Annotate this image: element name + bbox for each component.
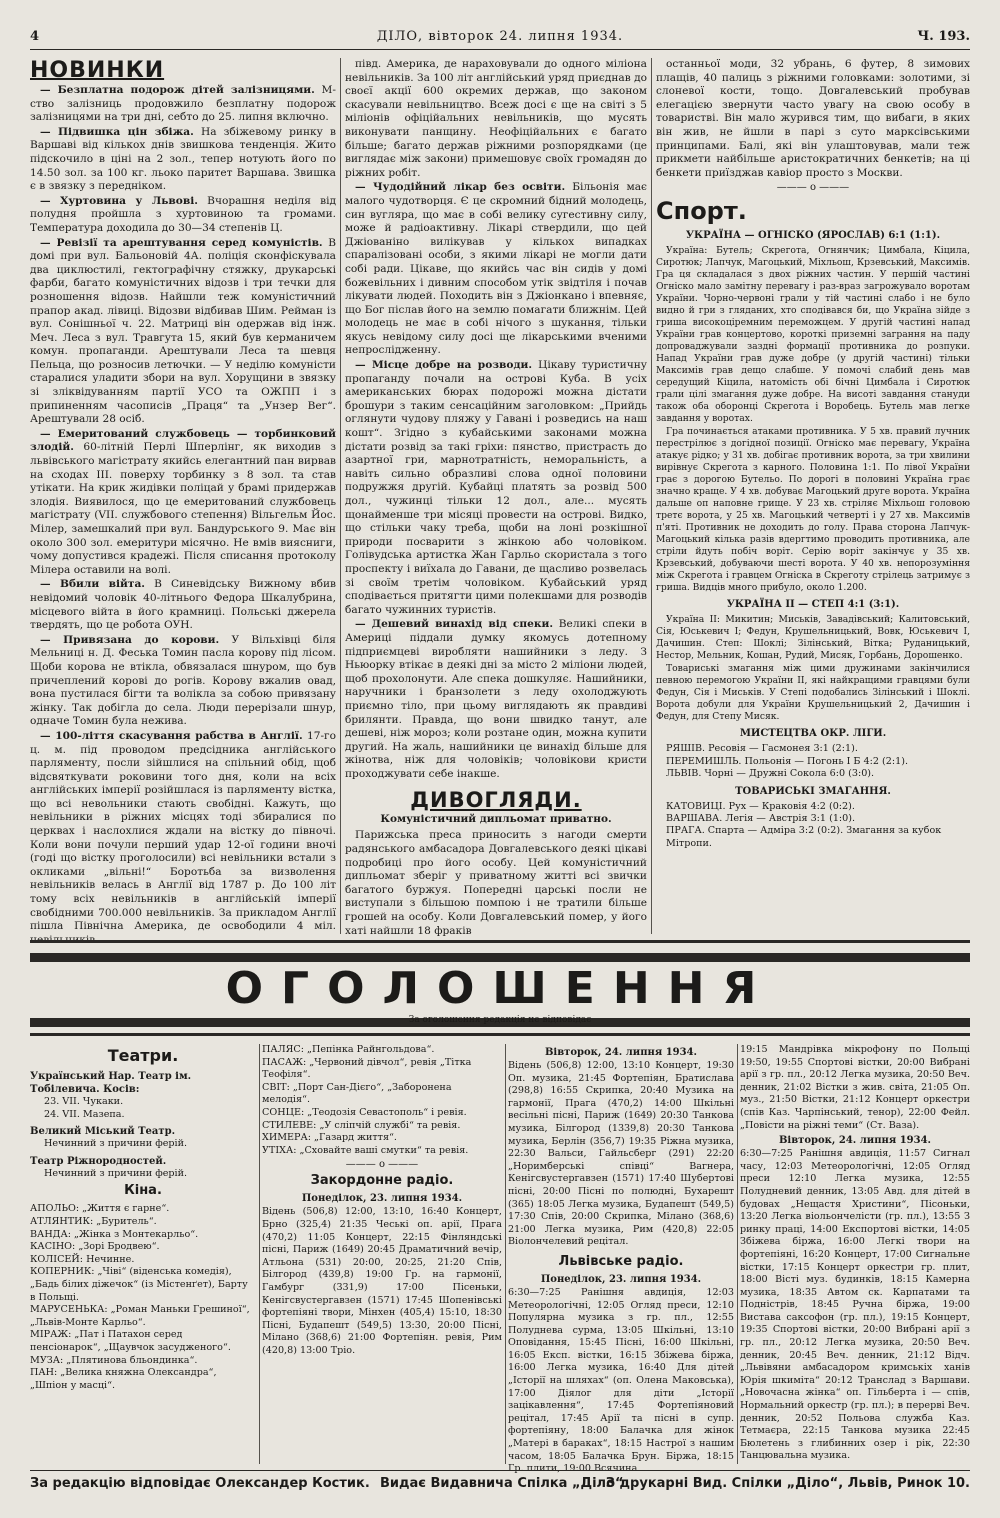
news-item — [345, 181, 647, 358]
cinema-listing: СВІТ: „Порт Сан-Дієго“, „Заборонена мелодія“. — [262, 1081, 452, 1106]
column-divider — [651, 58, 652, 934]
news-headline: — Хуртовина у Львові. — [40, 194, 198, 207]
friendly-result: КАТОВИЦІ. Рух — Краковія 4:2 (0:2). — [666, 800, 855, 812]
friendly-result: ПРАГА. Спарта — Адміра 3:2 (0:2). Змагання за кубок Мітропи. — [666, 825, 942, 849]
news-headline: — 100-ліття скасування рабства в Англії. — [40, 729, 303, 742]
divider: ——— o ——— — [776, 182, 850, 194]
radio-program: Відень (506,8) 12:00, 13:10 Концерт, 19:30 Оп. музика, 21:45 Фортепіян, Братислава (298,8) 16:55 Скрипка, 20:40 Музика на гармонії, Прага (470,2) 14:00 Шкільні весільні пісні, Париж (1649) 20:30 Танкова музика, Білгород (1339,8) 20:30 Танкова музика, Берлін (356,7) 19:35 Ріжна музика, 22:30 Вальси, Гайльсберг (291) 22:20 „Норимберські співці“ Вагнера, Кенігсвустергавзен (1571) 17:40 Шубертові пісні, 20:00 Пісні по полюдні, Бухарешт (365) 18:05 Легка музика, Будапешт (549,5) 17:30 Спів, 20:00 Скрипка, Мілано (368,6) 21:00 Легка музика, Рим (420,8) 22:05 Віолончелевий рецітал. — [508, 1060, 734, 1248]
cinemas-radio-column — [262, 1044, 502, 1464]
league-result: ЛЬВІВ. Чорні — Дружні Сокола 6:0 (3:0). — [666, 768, 875, 780]
match1-lineup: Україна: Бутель; Скрегота, Огнянчик; Цимбала, Кіцила, Сиротюк; Лапчук, Магоцький, Міхльош, Крзевський, Максимів. Гра ця складалася з двох ріжних частин. У першій частині Огніско мало замітну перевагу і раз-враз загрожувало воротам України. Чорно-червоні грали у тій частині слабо і не було видно й гри з гляданих, хто сподівався би, що Україна зійде з гриша високоціремним переможцем. У другій частині напад України грав концертово, короткі приземні заграння на паду допроваджували заздні формації противника до розпуки. Напад України грав дуже добре (у другій частині) тільки Максимів грав дещо слабше. У помочі слабий день мав середущий Кіцила, натомість обі бічні Цимбала і Сиротюк грали цілі змагання дуже добре. На висоті завдання стануди також оба оборонці Скрегота і Воробець. Бутель мав легке завдання у воротах. — [656, 245, 970, 425]
theatre-schedule: Нечинний з причини ферій. — [44, 1167, 188, 1179]
news-body: півд. Америка, де нараховували до одного міліона невільників. За 100 літ англійський уряд приєднав до своєї акції 600 окремих держав, що законом скасували невільництво. Всеж досі є ще на світі з 5 міліонів офіційальних невільників, що мусять виконувати панщину. Неофіційальних є багато більше; багато держав ріжними розпорядками (це виглядає між закони) примешовує своїх громадян до ріжних робіт. — [345, 58, 647, 179]
cinema-listing: АТЛЯНТИК: „Буритель“. — [30, 1215, 157, 1227]
cinema-listing: КОЛІСЕЙ: Нечинне. — [30, 1253, 135, 1265]
news-body: В Синевідську Вижному вбив невідомий чоловік 40-літнього Федора Шкалубрина, місцевого війта в його крамниці. Польські джерела твердять, що це робота ОУН. — [30, 578, 336, 632]
sport-column — [656, 58, 970, 934]
news-item — [30, 195, 336, 236]
divider: ——— o ——— — [345, 1159, 419, 1171]
news-headline: — Дешевий винахід від спеки. — [355, 618, 554, 631]
cinema-listing: АПОЛЬО: „Життя є гарне“. — [30, 1203, 170, 1215]
cinemas-title: Кіна. — [124, 1183, 162, 1199]
news-item — [345, 618, 647, 781]
ads-banner — [30, 940, 970, 1036]
editor-credit: За редакцію відповідає Олександер Костик. — [30, 1476, 370, 1491]
lviv-radio-program: 6:30—7:25 Ранішня авдиція, 12:03 Метеорологічні, 12:05 Огляд преси, 12:10 Популярна музика з гр. пл., 12:55 Полуднева сурма, 13:05 Шкільні, 13:10 Оповідання, 15:45 Пісні, 16:00 Шкільні, 16:05 Експ. вістки, 16:15 Збіжева біржа, 16:00 Легка музика, 16:40 Для дітей „Історії на шляхах“ (оп. Олена Маковська), 17:00 Діялог для діти „Історії зацікавлення“, 17:45 Фортепіяновий рецітал, 17:45 Арії та пісні в супр. фортепіяну, 18:00 Балачка для жінок „Матері в бараках“, 18:15 Настрої з нашим часом, 18:05 Балачка Брун. Біржа, 18:15 Гр. плити, 19:00 Всячина — [508, 1286, 734, 1475]
news-item — [30, 126, 336, 194]
publisher-credit: Видає Видавнича Спілка „Діло“ — [380, 1476, 624, 1491]
news-body: 17-го ц. м. під проводом предсідника англійського парляменту, посли зійшлися на спільний обід, щоб відсвяткувати роковини того дня, коли на всіх англійських імперії розійшлася із парляменту вістка, що всі невольники стають свобідні. Кажуть, що невільники в ріжних місцях тоді збиралися по церквах і наслохлися ждали на вістку до півночі. Коли вони почули перший удар 12-ої години вночі (годі що вістку проголосили) всі невільники встали з окликами „вільні!“ Боротьба за визволення невільників велась в Англії від 1787 р. До 100 літ тому всіх невільників в англійській імперії свобідними 700.000 невільників. За прикладом Англії пішла Північна Америка, де освободили 4 міл. невільників — [30, 729, 336, 946]
friendly-title: ТОВАРИСЬКІ ЗМАГАННЯ. — [735, 785, 891, 797]
league-results — [656, 743, 970, 780]
news-item — [30, 237, 336, 427]
news-headline: — Чудодійний лікар без освіти. — [355, 181, 566, 194]
league-result: ПЕРЕМИШЛЬ. Польонія — Погонь I Б 4:2 (2:1). — [666, 755, 908, 767]
news-item — [30, 634, 336, 729]
ads-disclaimer: За оголошення редакція не відповідає — [408, 1015, 592, 1025]
news-headline: — Вбили війта. — [40, 578, 145, 591]
news-headline: — Привязана до корови. — [40, 633, 220, 646]
column-divider — [340, 58, 341, 934]
masthead — [30, 28, 970, 50]
theatre-schedule: 24. VII. Мазепа. — [44, 1108, 125, 1120]
cinema-listing: МАРУСЕНЬКА: „Роман Маньки Грешиної“, „Львів-Монте Карльо“. — [30, 1304, 250, 1328]
news-item — [30, 730, 336, 948]
news-body: М-ство залізниць продовжило безплатну подорож залізницями на три дні, себто до 25. липня включно. — [30, 84, 336, 124]
friendly-results — [656, 801, 970, 851]
cinema-listing: ПАЛЯС: „Пепінка Райнгольдова“. — [262, 1044, 435, 1055]
cinema-listing: СОНЦЕ: „Теодозія Севастополь“ і ревія. — [262, 1106, 467, 1118]
column-divider — [737, 1044, 738, 1464]
cinema-listing: УТІХА: „Сховайте ваші смутки“ та ревія. — [262, 1144, 469, 1156]
friendly-result: ВАРШАВА. Легія — Австрія 3:1 (1:0). — [666, 812, 856, 824]
radio-date: Вівторок, 24. липня 1934. — [544, 1047, 698, 1058]
theatre-list — [30, 1070, 256, 1180]
radio-column — [508, 1044, 734, 1475]
cinema-list-continued — [262, 1044, 502, 1157]
sport-section-title: Спорт. — [656, 197, 747, 226]
theatre-name: Великий Міський Театр. — [30, 1126, 176, 1138]
league-result: РЯШІВ. Ресовія — Гасмонея 3:1 (2:1). — [666, 743, 858, 755]
curiosities-subtitle: Комуністичний дипльомат приватно. — [380, 813, 612, 826]
middle-column — [345, 58, 648, 937]
lviv-radio-date: Вівторок, 24. липня 1934. — [778, 1135, 932, 1147]
cinema-listing: ВАНДА: „Жінка з Монтекарльо“. — [30, 1228, 199, 1240]
news-item — [345, 58, 647, 180]
lviv-radio-column — [740, 1044, 970, 1464]
lviv-radio-date: Понеділок, 23. липня 1934. — [540, 1273, 702, 1285]
radio-program: Відень (506,8) 12:00, 13:10, 16:40 Концерт, Брно (325,4) 21:35 Чеські оп. арії, Прага (470,2) 11:05 Концерт, 22:15 Фінляндські пісні, Париж (1649) 20:45 Драматичний вечір, Атльона (531) 20:00, 20:25, 21:20 Спів, Білгород (439,8) 19:00 Гр. на гармонії, Гамбург (331,9) 17:00 Пісеньки, Кенігсвустергавзен (1571) 17:45 Шопенівські фортепіяні твори, Мінхен (405,4) 15:10, 18:30 Пісні, Будапешт (549,5) 13:30, 20:00 Пісні, Мілано (368,6) 21:00 Фортепіян. ревія, Рим (420,8) 13:00 Тріо. — [262, 1206, 502, 1356]
news-headline: — Ревізії та арештування серед комуністів. — [40, 236, 323, 249]
column-divider — [259, 1044, 260, 1464]
theatres-column — [30, 1044, 256, 1464]
page-number: 4 — [30, 29, 40, 44]
news-body: Вчорашня неділя від полудня пройшла з хуртовиною та громами. Температура доходила до 30—34 степенів Ц. — [30, 194, 337, 234]
lviv-radio-program: 6:30—7:25 Ранішня авдиція, 11:57 Сигнал часу, 12:03 Метеорологічні, 12:05 Огляд преси 12:10 Легка музика, 12:55 Полудневий денник, 13:05 Авд. для дітей в будовах „Нещастя Христини“, Пісоньки, 13:20 Легка віольончелісти (гр. пл.), 13:55 З ринку праці, 14:00 Експортові вістки, 14:05 Збіжева біржа, 16:00 Легкі твори на фортепіяні, 16:20 Концерт, 17:00 Сигнальне вістки, 17:15 Концерт оркестри гр. плит, 18:00 Вісті муз. будинків, 18:15 Камерна музика, 18:35 Автом ск. Карпатами та Подністрів, 18:45 Ручна біржа, 19:00 Вистава саксофон (гр. пл.), 19:15 Концерт, 19:35 Спортові вістки, 20:00 Вибрані арії з гр. пл., 20:12 Легка музика, 20:50 Веч. денник, 20:45 Веч. денник, 21:12 Відч. „Львівяни амбасадором кримськіх ханів Юрія шкиміта“ 20:12 Транслад з Варшави. „Новочасна жінка“ оп. Гільберта і — спів, Нормальний оркестр (гр. пл.); в перерві Веч. денник, 20:52 Польова служба Каз. Тетмаєра, 22:15 Танкова музика 22:45 Бюлетень з глибинних озер і рік, 22:30 Танцювальна музика. — [740, 1148, 970, 1462]
cinema-listing: ПАСАЖ: „Червоний дівчол“, ревія „Тітка Теофіля“. — [262, 1056, 472, 1081]
news-item — [30, 578, 336, 632]
theatre-schedule: 23. VII. Чукаки. — [44, 1096, 124, 1107]
cinema-list — [30, 1203, 256, 1392]
curiosities-title: ДИВОГЛЯДИ. — [410, 788, 582, 813]
cinema-listing: МІРАЖ: „Пат і Патахон серед пенсіонарок“, „Щаувчок засудженого“. — [30, 1329, 231, 1353]
lviv-radio-program: 19:15 Мандрівка мікрофону по Польщі 19:50, 19:55 Спортові вістки, 20:00 Вибрані арії з гр. пл., 20:12 Легка музика, 20:50 Веч. денник, 21:02 Вістки з жив. світа, 21:05 Оп. муз., 21:50 Вістки, 21:12 Концерт оркестри (спів Каз. Чарпінський, тенор), 22:00 Фейл. „Повісти на ріжні теми“ (Ст. Ваза). — [740, 1044, 970, 1131]
cinema-listing: ХИМЕРА: „Газард життя“. — [262, 1132, 397, 1144]
banner-bar — [30, 953, 970, 962]
cinema-listing: КОПЕРНИК: „Чіві“ (віденська комедія), „Бадь білих діжечок“ (із Містенґет), Барту в Польщі. — [30, 1266, 248, 1303]
curiosities-body: Парижська преса приносить з нагоди смерти радянського амбасадора Довгалевського деякі цікаві подробиці про його особу. Цей комуністичний дипльомат зберіг у приватному житті всі звички багатого буржуя. Попередні царські посли не виступали з більшою помпою і не тратили більше грошей на особу. Коли Довгалевський помер, у його хаті найшли 18 фраків — [345, 829, 647, 937]
league-title: МИСТЕЦТВА ОКР. ЛІГИ. — [739, 728, 887, 740]
cinema-listing: МУЗА: „Плятинова бльондинка“. — [30, 1354, 198, 1366]
theatres-title: Театри. — [107, 1046, 179, 1065]
match2-body: Україна II: Микитин; Миськів, Завадівський; Калитовський, Сія, Юськевич I; Федун, Крушельницький, Вовк, Юськевич I, Дачишин. Степ: Шоклі; Зілінський, Вітка; Руданицький, Нестор, Мельник, Кошан, Рудий, Мисяк, Горбань, Дорошенко. — [656, 614, 970, 662]
news-body: Цікаву туристичну пропаганду почали на острові Куба. В усіх американських бюрах подорожі можна дістати брошури з таким сенсаційним заголовком: „Прийдь оглянути чудову пляжу у Гавані і розведись на наш кошт“. Згідно з кубайськими законами можна дістати розвід за такі гріхи: пянство, пристрасть до азартної гри, марнотратність, неморальність, а навіть сильно образливі слова одної половини подружжя другій. Кубайці платять за розвід 500 дол., чужинці тільки 12 дол., але... мусять щонайменше три місяці провести на острові. Видко, що стільки чаку треба, щоби на лоні розкішної природи посварити з жінкою або чоловіком. Голівудська артистка Жан Гарльо скористала з того проспекту і виїхала до Гавани, де щасливо розвелась зі своїм третім чоловіком. Кубайський уряд сподівається притягти цими полекшами для розводів багато чужинних туристів. — [345, 359, 648, 616]
match2-title: УКРАЇНА II — СТЕП 4:1 (3:1). — [726, 599, 900, 611]
news-column — [30, 58, 337, 946]
news-body: 60-літній Перлі Шперлінг, як виходив з львівського магістрату якийсь елегантний пан вирвав на сходах III. поверху торбинку з 8 зол. та став утікати. На крик жидівки поліцай у брамі придержав злодія. Виявилося, що це емеритований службовець магістрату (VII. службового степення) Вільгельм Йос. Мілер, замешкалий при вул. Бандурського 9. Має він около 300 зол. емеритури місячно. Не вмів виясниги, чому допустився крадежі. Після списання протоколу Мілера оставили на волі. — [30, 441, 336, 576]
lviv-radio-title: Львівське радіо. — [558, 1253, 684, 1269]
news-item — [30, 84, 336, 125]
cinema-listing: ПАН: „Велика княжна Олександра“, „Шпіон у масці“. — [30, 1367, 217, 1391]
news-body: На збіжевому ринку в Варшаві від кількох днів звишкова тенденція. Жито підскочило в ціні на 2 зол., тепер нотують його по 14.50 зол. за 100 кг. льоко паритет Варшава. Звишка є в звязку з передніком. — [30, 125, 336, 193]
cinema-listing: КАСІНО: „Зорі Бродвею“. — [30, 1241, 160, 1253]
ads-title: ОГОЛОШЕННЯ — [220, 965, 780, 1013]
news-list — [30, 84, 336, 947]
masthead-title: ДІЛО, вівторок 24. липня 1934. — [376, 29, 624, 44]
match2-play: Товариські змагання між цими дружинами закінчилися певною перемогою України II, які найкращими гравцями були Федун, Сія і Миськів. У Степі подобались Зілінський і Шоклі. Ворота добули для України Крушельницький 2, Дачишин і Федун, для Степу Мисяк. — [656, 663, 970, 723]
printer-credit: З друкарні Вид. Спілки „Діло“, Львів, Ринок 10. — [605, 1476, 970, 1491]
news-body: Більонія має малого чудотворця. Є це скромний бідний молодець, син вугляра, що має в собі велику сугестивну силу, може й радіоактивну. Лікарі ствердили, що цей Джіованіно вилікував у кількох випадках спаралізовані особи, з якими лікарі не могли дати собі ради. Цікаве, що якийсь час він сидів у домі божевільних і дивним способом утік звідтіля і почав лікувати людей. Походить він з Джіонкано і впевняє, що Бог післав його на землю помагати ближнім. Цей молодець не має в собі нічого з шукання, тільки якусь невідому силу досі ще лікарськими вченими непрослідженну. — [345, 181, 647, 357]
news-body: Великі спеки в Америці піддали думку якомусь дотепному підприємцеві виробляти нашийники з леду. З Ньюорку втікає в деякі дні за місто 2 міліони людей, щоб прохолонути. Але спека дошкуляє. Нашийники, наручники і бранзолети з леду охолоджують приємно тіло, при цьому виглядають як правдиві брилянти. Правда, що вони швидко танут, але дешеві, ніж мороз; коли розтане один, можна купити другий. На жаль, нашийники це винахід більше для жінотва, ніж для чоловіків; чоловікови кристи проходжувати себе інакше. — [345, 618, 648, 780]
imprint — [30, 1470, 970, 1498]
theatre-schedule: Нечинний з причини ферій. — [44, 1138, 188, 1150]
column-divider — [505, 1044, 506, 1464]
news-headline: — Емеритований службовець — торбинковий злодій. — [30, 427, 336, 454]
match1-title: УКРАЇНА — ОГНІСКО (ЯРОСЛАВ) 6:1 (1:1). — [685, 230, 941, 242]
issue-number: Ч. 193. — [917, 29, 970, 44]
news-headline: — Підвишка цін збіжа. — [40, 125, 194, 138]
curiosities-continuation: останньої моди, 32 убрань, 6 футер, 8 зимових плащів, 40 палиць з ріжними головками: золотими, зі слоневої кости, тощо. Довгалевський пробував елегацією звернути часто увагу на свою особу в товаристві. Він мало журився тим, що вибаги, в яких він жив, не йшли в парі з суто марксівськими принципами. Балі, які він улаштовував, мали теж прикмети найбільше аристократичних бенкетів; на ці бенкети приїзджав кавіор просто з Москви. — [656, 58, 970, 179]
radio-date: Понеділок, 23. липня 1934. — [301, 1193, 463, 1205]
news-item — [345, 359, 647, 617]
foreign-radio-title: Закордонне радіо. — [310, 1173, 454, 1189]
match1-play: Гра починається атаками противника. У 5 хв. правий лучник перестрілює з догідної позиції. Огніско має перевагу, Україна атакує рідко; у 31 хв. добігає противник ворота, за три хвилини вирівнує Скрегота з карного. Половина 1:1. По лівої України грає з дорогою Бутельо. По дорогі в половині Україна грає значно краще. У 4 хв. добуває Магоцький друге ворота. Україна дальше оп наповне грище. У 23 хв. стріляє Міхльош головою третє ворота, у 25 хв. Магоцький четверті і у 27 хв. Максимів п'яті. Противник не доходить до голу. Права сторона Лапчук-Магоцький кілька разів вдергтимо проводить противника, але стріли йдуть побіч воріт. Серію воріт закінчує у 35 хв. Крзевський, добуваючи шесті ворота. У 40 хв. непорозуміння між Скрегота і гравцем Огніска в Скреготу стрілець затримує з гриша. Видців много прибуло, около 1.200. — [656, 426, 970, 594]
news-body: У Вільхівці біля Мельниці н. Д. Феська Томин пасла корову під лісом. Щоби корова не втікла, обвязалася шнуром, що був причеплений корові до рогів. Корову вжалив овад, вона пустилася бігти та волікла за собою привязану жінку. Так добігла до села. Люди перерізали шнур, одначе Томин була нежива. — [30, 633, 336, 728]
cinema-listing: СТИЛЕВЕ: „У сліпчій службі“ та ревія. — [262, 1119, 461, 1131]
middle-news-list — [345, 58, 647, 781]
news-body: В домі при вул. Бальоновій 4А. поліція сконфіскувала два циклюстилі, гектографічну стяжку, друкарські фарби, багато комуністичних відозв і три течки для розношення відозв. Найшли теж комуністичний прапор акад. лівиці. Відозви відбивав Шим. Рейман із вул. Сонішньої ч. 22. Матриці він одержав від інж. Меч. Леса з вул. Травгута 15, який був керманичем комун. пропаганди. Арештували Леса та шевця Пельца, що розносив летючки. — У неділю комуністи старалися уладити збори на вул. Хорущини в звязку зі зліквідуванням партії УСО та ОЖПП і з припиненням часописів „Праця“ та „Унзер Вег“. Арештували 28 осіб. — [30, 236, 336, 426]
news-item — [30, 428, 336, 578]
news-headline: — Місце добре на розводи. — [355, 359, 533, 372]
theatre-name: Український Нар. Театр ім. Тобілевича. Косів: — [30, 1071, 192, 1095]
news-section-title: НОВИНКИ — [30, 58, 165, 83]
news-headline: — Безплатна подорож дітей залізницями. — [40, 84, 315, 96]
theatre-name: Театр Ріжнородностей. — [30, 1155, 167, 1167]
